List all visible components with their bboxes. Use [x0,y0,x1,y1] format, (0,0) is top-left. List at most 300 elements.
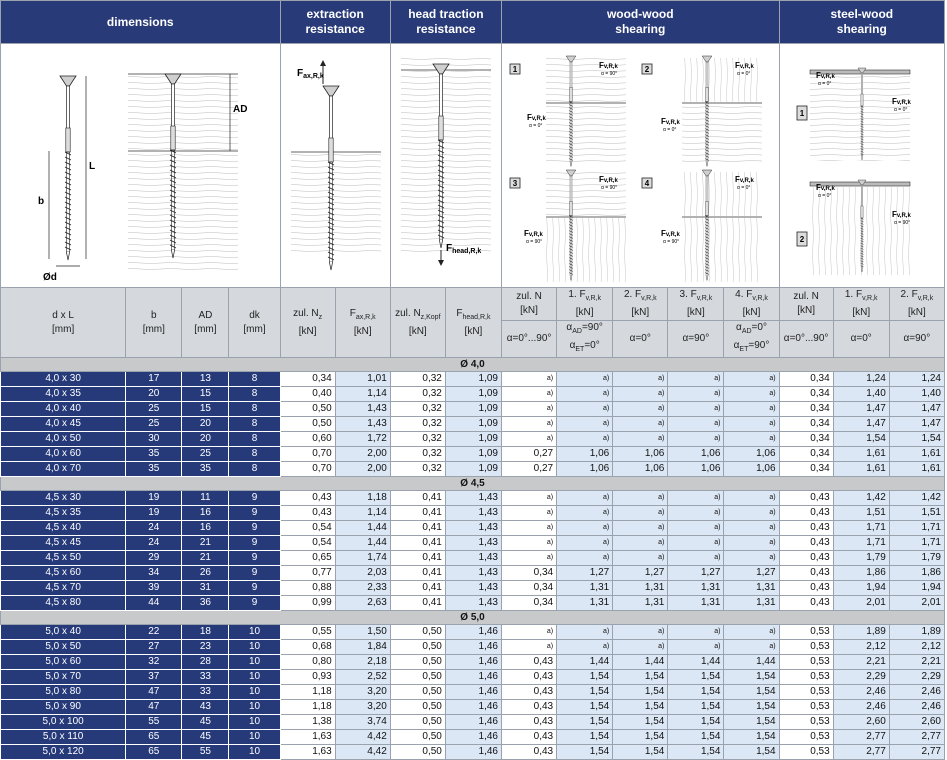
label-fv-2b: F [661,117,666,126]
table-cell: 1,61 [889,447,944,462]
table-cell: a) [724,551,779,566]
table-cell: 8 [229,372,280,387]
angle-f1-b: α [569,340,576,351]
table-row [1,700,945,715]
table-cell: 0,34 [502,596,557,611]
table-cell: a) [502,432,557,447]
col-f1 [557,288,613,321]
col-dxl [1,288,126,358]
table-cell: 5,0 x 40 [1,625,126,640]
table-cell: 15 [182,402,229,417]
col-f4 [724,288,779,321]
angle-f2: α=0° [613,321,668,358]
table-cell: a) [502,387,557,402]
table-cell: 19 [126,506,182,521]
table-cell: 4,0 x 45 [1,417,126,432]
header-head-traction: head traction resistance [390,1,501,44]
angle-f1-a-sub: AD [572,328,582,335]
table-cell: 4,0 x 50 [1,432,126,447]
col-zul-nz [280,288,335,358]
table-cell: a) [557,387,613,402]
box-1: 1 [512,65,518,74]
col-dxl-unit: [mm] [52,323,75,335]
table-cell: 1,54 [613,685,668,700]
col-zul-nz-unit: [kN] [298,325,317,337]
table-row [1,566,945,581]
angle-f4-a-val: =0° [751,322,767,333]
table-cell: a) [613,372,668,387]
table-cell: a) [613,387,668,402]
table-cell: 0,43 [502,730,557,745]
table-cell: 0,43 [779,596,833,611]
table-cell: 1,24 [833,372,889,387]
table-cell: 9 [229,581,280,596]
label-fv-4-sub: v,R,k [739,178,754,184]
table-cell: 0,32 [390,402,445,417]
table-cell: 1,09 [445,372,501,387]
col-zul-nzkopf-label: zul. N [395,307,421,319]
table-cell: 1,06 [668,462,724,477]
table-cell: 1,84 [335,640,390,655]
table-cell: 0,50 [280,402,335,417]
table-cell: 1,71 [889,536,944,551]
label-L: L [89,161,96,172]
angle-f4-a-sub: AD [741,328,752,335]
table-cell: 4,5 x 80 [1,596,126,611]
table-cell: 2,21 [833,655,889,670]
table-cell: 1,09 [445,462,501,477]
table-cell: a) [502,536,557,551]
col-dxl-label: d x L [52,309,74,321]
label-fv-3b-sub: v,R,k [528,232,543,238]
table-cell: 0,70 [280,462,335,477]
table-row [1,715,945,730]
table-cell: 9 [229,521,280,536]
table-cell: 24 [126,521,182,536]
svg-text:Fax,R,k [297,68,324,80]
table-cell: 1,46 [445,745,501,760]
table-cell: 19 [126,491,182,506]
table-cell: 65 [126,745,182,760]
col-f3-label: 3. F [679,289,697,300]
table-cell: 0,43 [502,745,557,760]
table-cell: 5,0 x 90 [1,700,126,715]
table-cell: a) [668,506,724,521]
table-cell: 5,0 x 50 [1,640,126,655]
table-cell: 1,44 [335,521,390,536]
table-cell: 0,70 [280,447,335,462]
table-cell: 2,01 [889,596,944,611]
col-fhead-sub: head,R,k [462,313,491,321]
table-cell: 21 [182,536,229,551]
label-fv-4b: F [661,229,666,238]
table-cell: 17 [126,372,182,387]
table-cell: 0,34 [779,447,833,462]
table-cell: a) [724,417,779,432]
table-cell: 1,47 [833,402,889,417]
table-cell: 1,54 [724,700,779,715]
table-cell: 1,44 [724,655,779,670]
table-cell: a) [724,402,779,417]
table-cell: a) [613,521,668,536]
table-cell: 13 [182,372,229,387]
label-fv-2b-sub: v,R,k [665,120,680,126]
table-cell: a) [557,506,613,521]
table-cell: 2,77 [889,730,944,745]
section-header [1,358,945,372]
col-zul-n [502,288,557,321]
table-cell: 10 [229,655,280,670]
table-cell: 1,43 [445,536,501,551]
table-cell: 1,54 [724,715,779,730]
table-cell: 1,72 [335,432,390,447]
table-cell: 1,01 [335,372,390,387]
table-cell: 1,54 [724,730,779,745]
table-cell: 1,27 [724,566,779,581]
col-zul-nzkopf-sub: z,Kopf [420,313,441,321]
table-cell: a) [502,640,557,655]
col-f2 [613,288,668,321]
table-cell: 4,0 x 40 [1,402,126,417]
col-f2-sub: v,R,k [641,295,657,302]
table-cell: 1,31 [613,596,668,611]
table-cell: a) [557,640,613,655]
angle-f1-a: α [566,322,573,333]
table-cell: a) [724,640,779,655]
table-cell: 2,00 [335,447,390,462]
table-cell: 1,54 [668,745,724,760]
table-cell: a) [613,506,668,521]
table-cell: 20 [126,387,182,402]
table-cell: 1,54 [557,685,613,700]
box-4: 4 [644,179,650,188]
table-cell: 0,27 [502,462,557,477]
table-cell: 0,32 [390,417,445,432]
table-cell: 33 [182,670,229,685]
table-cell: 0,53 [779,640,833,655]
col-f2-label: 2. F [623,289,642,300]
table-cell: 0,93 [280,670,335,685]
angle-f4-a: α [736,322,742,333]
table-cell: 10 [229,730,280,745]
table-cell: 10 [229,700,280,715]
table-cell: a) [557,521,613,536]
table-cell: 1,43 [445,596,501,611]
angle-f3: α=90° [668,321,724,358]
label-fv-sw2-sub: v,R,k [820,186,835,192]
table-cell: 1,43 [445,506,501,521]
table-cell: 4,42 [335,730,390,745]
table-cell: 0,41 [390,581,445,596]
table-cell: 11 [182,491,229,506]
col-f3-sub: v,R,k [696,295,713,302]
label-alpha-sw1b: α = 0° [893,107,907,113]
table-cell: 0,32 [390,387,445,402]
table-cell: 4,0 x 70 [1,462,126,477]
table-cell: a) [502,521,557,536]
section-header [1,477,945,491]
table-cell: 23 [182,640,229,655]
table-cell: 65 [126,730,182,745]
col-dk-label: dk [249,309,260,321]
table-cell: 9 [229,506,280,521]
table-cell: 28 [182,655,229,670]
col-sw-zul-n [779,288,833,321]
header-steel-wood: steel-wood shearing [779,1,944,44]
table-cell: 2,46 [889,685,944,700]
label-alpha-sw1: α = 0° [817,81,831,87]
table-cell: a) [724,432,779,447]
box-sw-1: 1 [799,109,804,118]
col-sw-zul-n-unit: [kN] [797,305,815,316]
table-cell: 1,54 [557,715,613,730]
table-cell: 1,54 [613,745,668,760]
table-cell: 0,50 [390,655,445,670]
label-d: Ød [43,272,57,283]
table-cell: a) [613,491,668,506]
table-cell: 1,54 [724,685,779,700]
box-3: 3 [512,179,518,188]
label-fv-3-sub: v,R,k [603,178,618,184]
table-cell: 1,71 [833,536,889,551]
table-cell: 0,53 [779,685,833,700]
table-row [1,581,945,596]
angle-f1-a-val: =90° [581,322,603,333]
table-cell: 9 [229,551,280,566]
label-alpha-3: α = 90° [601,185,618,191]
table-row [1,730,945,745]
col-f4-label: 4. F [735,289,753,300]
table-cell: 20 [182,417,229,432]
table-cell: 4,5 x 60 [1,566,126,581]
table-cell: 55 [126,715,182,730]
table-row [1,536,945,551]
table-cell: 4,0 x 35 [1,387,126,402]
table-cell: 1,38 [280,715,335,730]
table-cell: 8 [229,462,280,477]
table-cell: a) [557,536,613,551]
table-cell: 1,71 [833,521,889,536]
label-alpha-2b: α = 0° [663,127,677,133]
table-cell: 4,5 x 45 [1,536,126,551]
table-cell: 0,41 [390,521,445,536]
table-cell: 1,24 [889,372,944,387]
table-cell: 10 [229,745,280,760]
col-dk-unit: [mm] [243,323,266,335]
table-cell: 8 [229,447,280,462]
data-body [1,358,945,760]
label-fv-sw1: F [815,71,821,80]
table-cell: 1,51 [833,506,889,521]
table-cell: 1,61 [889,462,944,477]
table-cell: 1,54 [613,730,668,745]
table-cell: a) [557,417,613,432]
label-fv-4: F [735,175,740,184]
table-cell: 43 [182,700,229,715]
table-cell: a) [613,625,668,640]
label-alpha-4b: α = 90° [663,239,680,245]
table-cell: 32 [126,655,182,670]
col-sw-f1 [833,288,889,321]
table-cell: 1,40 [833,387,889,402]
table-cell: 0,41 [390,506,445,521]
label-fv-2-sub: v,R,k [739,64,754,70]
table-cell: 4,5 x 40 [1,521,126,536]
label-fax-sub: ax,R,k [302,73,324,80]
table-cell: 35 [126,462,182,477]
table-cell: 1,31 [668,581,724,596]
table-row [1,596,945,611]
table-cell: 1,06 [724,447,779,462]
table-cell: 0,34 [502,581,557,596]
table-cell: 1,31 [613,581,668,596]
label-alpha-2: α = 0° [737,71,751,77]
label-b: b [38,196,45,207]
table-cell: 0,50 [390,700,445,715]
table-cell: 9 [229,596,280,611]
col-ad-unit: [mm] [194,323,217,335]
table-cell: a) [613,417,668,432]
col-fhead [445,288,501,358]
table-cell: 1,54 [613,715,668,730]
table-cell: 4,42 [335,745,390,760]
table-cell: 1,43 [445,521,501,536]
table-cell: 0,50 [390,640,445,655]
table-cell: 0,40 [280,387,335,402]
table-cell: 0,53 [779,670,833,685]
table-cell: 2,12 [833,640,889,655]
table-cell: 29 [126,551,182,566]
label-alpha-3b: α = 90° [526,239,543,245]
angle-f4 [724,321,779,358]
table-cell: a) [668,521,724,536]
table-cell: a) [613,640,668,655]
figure-row [1,44,945,288]
table-cell: a) [668,432,724,447]
table-cell: 0,54 [280,521,335,536]
table-cell: 2,77 [833,730,889,745]
table-cell: 1,89 [833,625,889,640]
angle-f4-b-val: =90° [748,340,770,351]
table-cell: 1,47 [833,417,889,432]
svg-text:Fv,R,k [661,229,680,238]
table-cell: 0,53 [779,745,833,760]
col-zul-nzkopf [390,288,445,358]
table-cell: 8 [229,402,280,417]
col-f3-unit: [kN] [686,307,705,318]
col-zul-nz-label: zul. N [293,307,319,319]
table-cell: 47 [126,700,182,715]
table-cell: a) [724,625,779,640]
figure-wood-wood [502,44,780,288]
table-cell: 1,43 [335,417,390,432]
table-cell: 5,0 x 80 [1,685,126,700]
column-header-row [1,288,945,321]
table-cell: a) [724,491,779,506]
table-cell: 0,43 [502,655,557,670]
table-cell: 16 [182,521,229,536]
table-cell: 0,55 [280,625,335,640]
table-cell: 1,61 [833,462,889,477]
angle-f4-b-sub: ET [739,346,749,353]
table-row [1,551,945,566]
table-cell: 1,42 [833,491,889,506]
table-cell: 1,44 [668,655,724,670]
table-cell: 2,29 [833,670,889,685]
table-cell: a) [557,491,613,506]
table-cell: 1,27 [668,566,724,581]
col-dk [229,288,280,358]
figure-extraction [280,44,390,288]
table-cell: 1,54 [668,730,724,745]
table-cell: 1,86 [889,566,944,581]
table-cell: 0,32 [390,372,445,387]
table-cell: 1,79 [833,551,889,566]
table-cell: 10 [229,685,280,700]
col-sw-f1-sub: v,R,k [862,295,878,302]
table-cell: 1,54 [724,745,779,760]
label-alpha-1b: α = 0° [529,123,543,129]
table-cell: 0,34 [779,432,833,447]
label-fax: F [296,68,303,79]
table-cell: a) [613,402,668,417]
table-cell: 1,06 [613,462,668,477]
table-cell: 25 [182,447,229,462]
table-cell: 0,53 [779,700,833,715]
label-fv-sw2b-sub: v,R,k [896,213,911,219]
table-cell: 21 [182,551,229,566]
box-2: 2 [644,65,650,74]
table-row [1,506,945,521]
label-fv-1: F [599,61,604,70]
table-cell: 5,0 x 70 [1,670,126,685]
table-cell: 1,31 [668,596,724,611]
table-cell: 0,41 [390,596,445,611]
col-f1-sub: v,R,k [585,295,601,302]
table-cell: a) [502,402,557,417]
table-cell: 0,88 [280,581,335,596]
table-cell: 35 [126,447,182,462]
table-cell: 1,54 [668,715,724,730]
table-cell: 1,46 [445,730,501,745]
table-cell: 0,43 [779,551,833,566]
table-cell: 1,94 [889,581,944,596]
angle-f4-b: α [733,340,740,351]
table-row [1,402,945,417]
table-cell: 1,61 [833,447,889,462]
label-fv-1-sub: v,R,k [603,64,618,70]
table-cell: 1,06 [613,447,668,462]
table-cell: 1,31 [557,581,613,596]
table-cell: 0,50 [390,730,445,745]
table-cell: a) [668,536,724,551]
table-cell: 1,46 [445,700,501,715]
table-cell: 1,09 [445,432,501,447]
label-fv-4b-sub: v,R,k [665,232,680,238]
table-cell: 2,12 [889,640,944,655]
table-cell: 2,60 [889,715,944,730]
label-fv-sw2: F [815,183,821,192]
table-cell: 0,60 [280,432,335,447]
table-cell: 1,06 [668,447,724,462]
table-cell: 2,03 [335,566,390,581]
table-cell: 1,63 [280,730,335,745]
table-cell: 10 [229,625,280,640]
table-cell: 0,41 [390,551,445,566]
angle-f1-b-sub: ET [575,346,585,353]
table-cell: 0,41 [390,491,445,506]
table-cell: 4,5 x 30 [1,491,126,506]
